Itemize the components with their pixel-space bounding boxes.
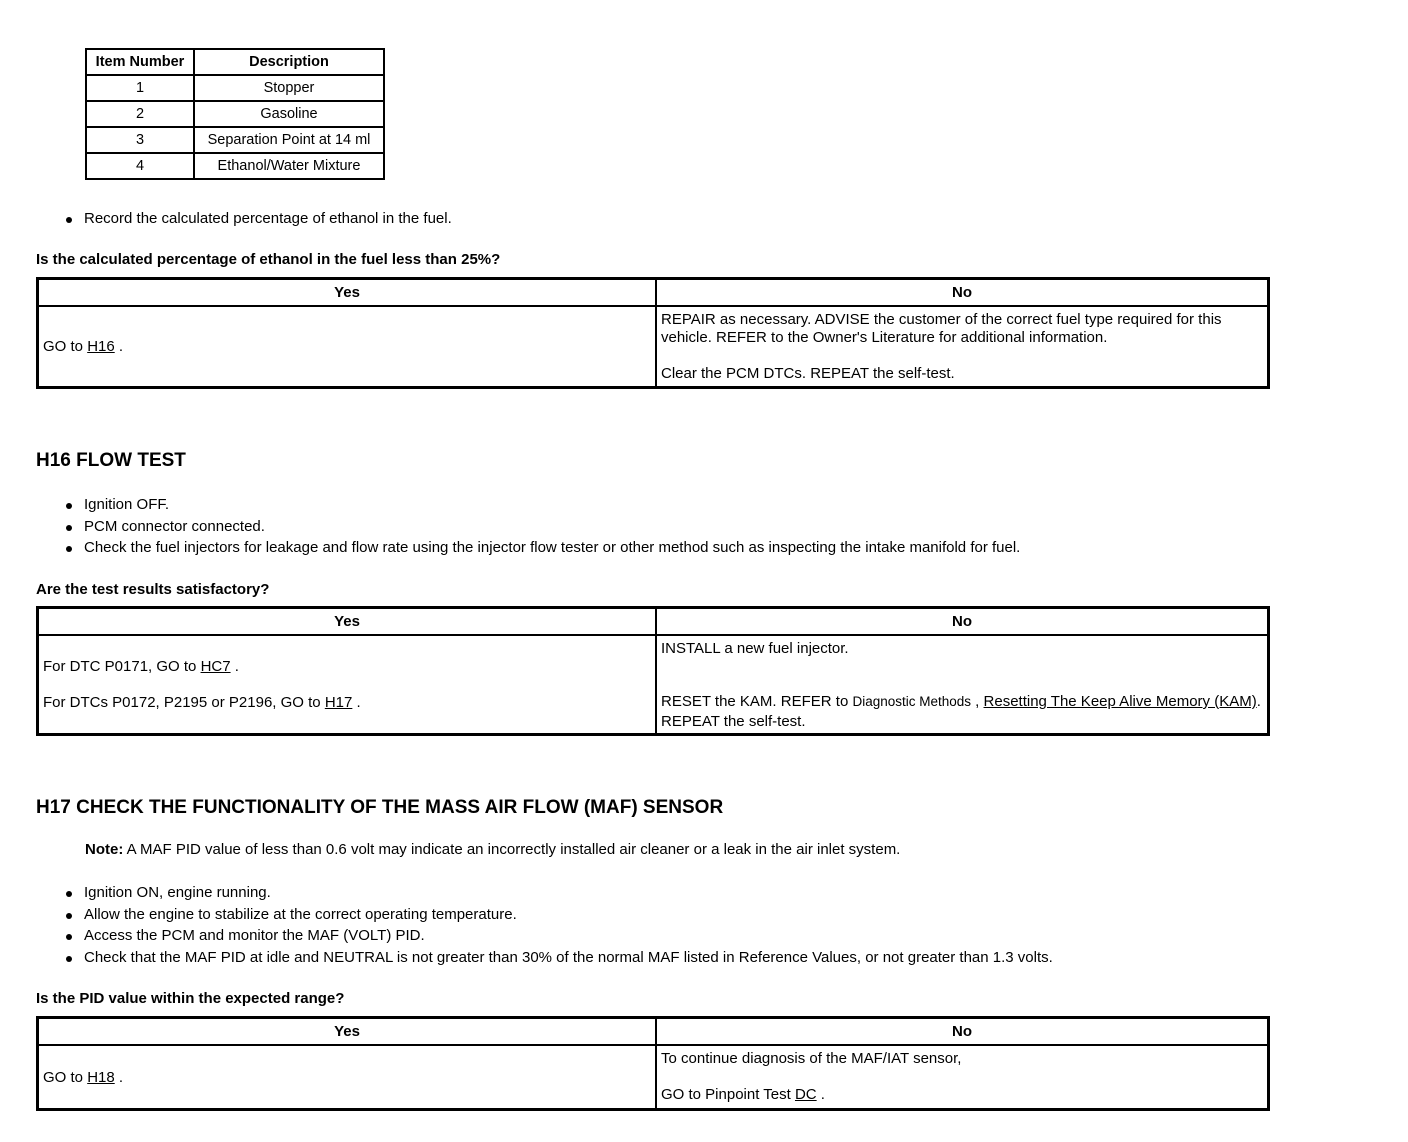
no-text: REPAIR as necessary. ADVISE the customer of the correct fuel type required for this vehicle. REFER to the Owner's Literature for additional information. — [661, 311, 1222, 346]
list-item: Check that the MAF PID at idle and NEUTRAL is not greater than 30% of the normal MAF listed in Reference Values, or not greater than 1.3 volts. — [36, 948, 1053, 970]
list-item: Allow the engine to stabilize at the correct operating temperature. — [36, 905, 1053, 927]
note — [85, 841, 900, 858]
table-row — [38, 1045, 1269, 1110]
section-title-h17: H17 CHECK THE FUNCTIONALITY OF THE MASS AIR FLOW (MAF) SENSOR — [36, 797, 724, 818]
item-description-table — [85, 48, 385, 180]
list-item: Check the fuel injectors for leakage and flow rate using the injector flow tester or other method such as inspecting the intake manifold for fuel. — [36, 538, 1020, 560]
no-text: RESET the KAM. REFER to Diagnostic Methods , Resetting The Keep Alive Memory (KAM). REPEAT the self-test. — [661, 693, 1261, 730]
table-row — [86, 101, 384, 127]
diagnostic-methods-ref: Diagnostic Methods — [852, 694, 972, 709]
question-ethanol: Is the calculated percentage of ethanol in the fuel less than 25%? — [36, 251, 501, 268]
list-item: Record the calculated percentage of ethanol in the fuel. — [36, 209, 452, 231]
table-header-row — [38, 1018, 1269, 1046]
yes-header: Yes — [38, 608, 657, 636]
yes-cell: GO to H18 . — [38, 1045, 657, 1110]
table-row — [38, 635, 1269, 735]
decision-table-ethanol — [36, 277, 1270, 389]
link-h16[interactable]: H16 — [87, 338, 115, 355]
question-pid-range: Is the PID value within the expected range? — [36, 990, 345, 1007]
no-text: To continue diagnosis of the MAF/IAT sensor, — [661, 1050, 962, 1067]
item-number-cell: 3 — [86, 127, 194, 153]
item-number-cell: 4 — [86, 153, 194, 179]
question-flow-test: Are the test results satisfactory? — [36, 581, 270, 598]
yes-cell — [38, 635, 657, 735]
yes-text: For DTC P0171, GO to HC7 . — [43, 657, 239, 675]
list-item: PCM connector connected. — [36, 517, 1020, 539]
item-number-cell: 2 — [86, 101, 194, 127]
yes-cell — [38, 306, 657, 388]
yes-text: For DTCs P0172, P2195 or P2196, GO to H17 . — [43, 693, 361, 711]
column-header: Item Number — [86, 49, 194, 75]
table-row — [86, 127, 384, 153]
yes-text: GO to — [43, 338, 88, 355]
list-item: Access the PCM and monitor the MAF (VOLT) PID. — [36, 926, 1053, 948]
decision-table-flow-test — [36, 606, 1270, 736]
table-header-row — [86, 49, 384, 75]
link-dc[interactable]: DC — [794, 1086, 817, 1103]
link-hc7[interactable]: HC7 — [200, 657, 231, 675]
note-text: A MAF PID value of less than 0.6 volt may indicate an incorrectly installed air cleaner or a leak in the air inlet system. — [123, 841, 901, 858]
table-row — [86, 153, 384, 179]
h17-bullet-list — [36, 883, 1053, 970]
note-label: Note: — [85, 841, 124, 858]
section-title-h16: H16 FLOW TEST — [36, 450, 186, 471]
yes-text-end: . — [114, 338, 124, 355]
list-item: Ignition OFF. — [36, 495, 1020, 517]
list-item: Ignition ON, engine running. — [36, 883, 1053, 905]
no-text: GO to Pinpoint Test DC . — [661, 1086, 825, 1103]
table-row — [38, 306, 1269, 388]
description-cell: Ethanol/Water Mixture — [194, 153, 384, 179]
h16-bullet-list — [36, 495, 1020, 560]
description-cell: Gasoline — [194, 101, 384, 127]
column-header: Description — [194, 49, 384, 75]
no-header: No — [656, 1018, 1269, 1046]
no-cell — [656, 1045, 1269, 1110]
no-text: INSTALL a new fuel injector. — [661, 640, 849, 657]
table-header-row — [38, 279, 1269, 307]
record-bullet-list — [36, 209, 452, 231]
decision-table-maf — [36, 1016, 1270, 1111]
link-h18[interactable]: H18 — [87, 1068, 115, 1086]
description-cell: Separation Point at 14 ml — [194, 127, 384, 153]
table-header-row — [38, 608, 1269, 636]
yes-header: Yes — [38, 1018, 657, 1046]
link-resetting-kam[interactable]: Resetting The Keep Alive Memory (KAM) — [983, 693, 1257, 710]
item-number-cell: 1 — [86, 75, 194, 101]
yes-header: Yes — [38, 279, 657, 307]
no-header: No — [656, 279, 1269, 307]
link-h17[interactable]: H17 — [324, 693, 353, 711]
no-header: No — [656, 608, 1269, 636]
no-cell — [656, 635, 1269, 735]
description-cell: Stopper — [194, 75, 384, 101]
no-text: Clear the PCM DTCs. REPEAT the self-test. — [661, 365, 955, 382]
no-cell — [656, 306, 1269, 388]
table-row — [86, 75, 384, 101]
